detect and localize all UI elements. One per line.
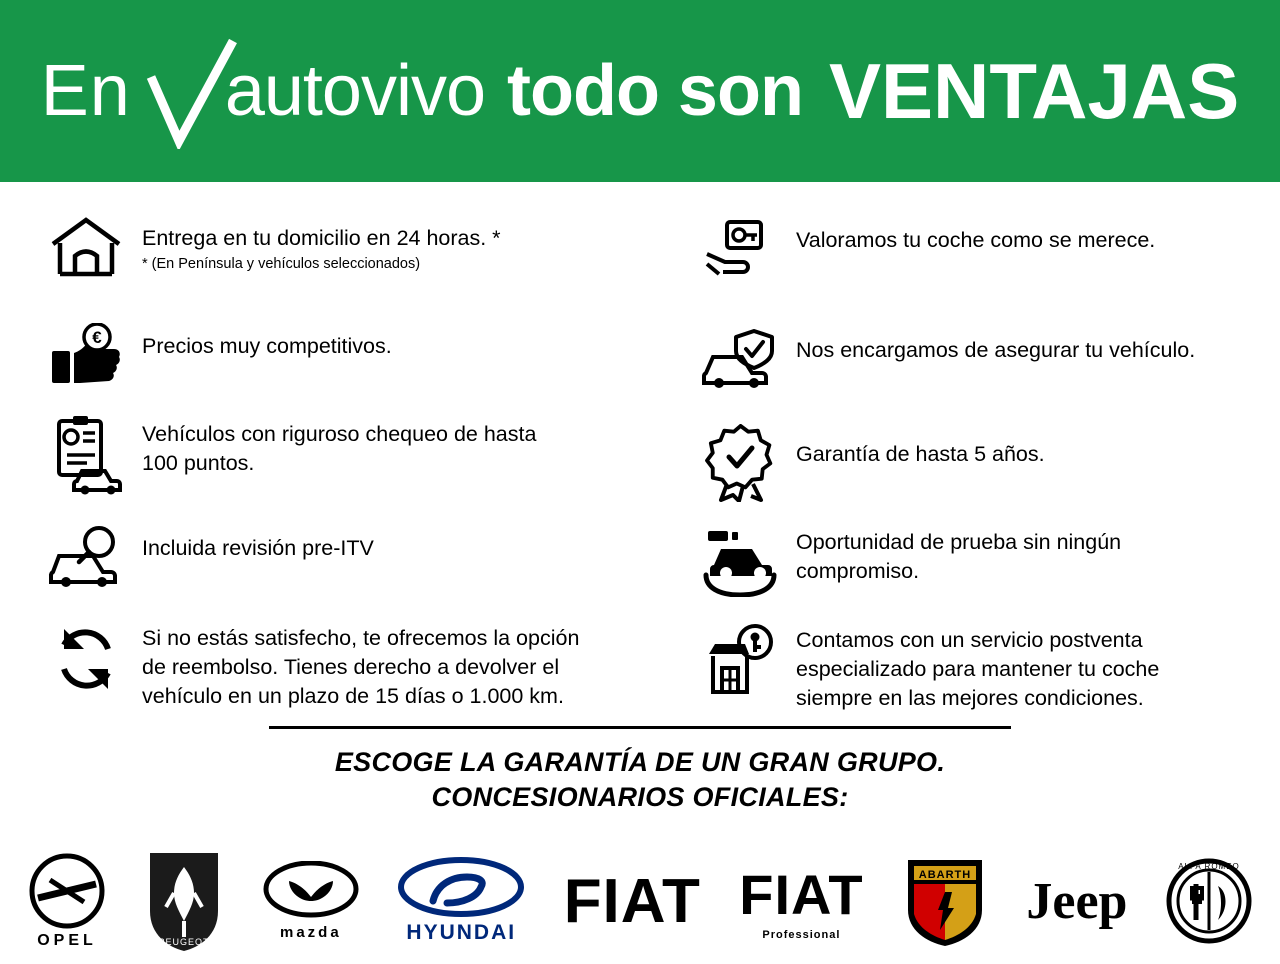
divider	[269, 726, 1011, 729]
benefit-line-1: Vehículos con riguroso chequeo de hasta	[142, 422, 537, 446]
fiat-logo	[564, 866, 701, 937]
workshop-store-icon	[698, 618, 782, 704]
fiat-professional-logo-label: FIAT	[739, 862, 864, 926]
award-badge-icon	[698, 420, 782, 506]
hand-car-key-icon	[698, 206, 782, 292]
benefit-item	[698, 520, 1262, 606]
header-banner	[0, 0, 1280, 182]
opel-logo-label: OPEL	[37, 932, 97, 949]
benefit-item	[44, 616, 622, 711]
mazda-logo-label: mazda	[280, 924, 342, 941]
benefit-line-1: Oportunidad de prueba sin ningún	[796, 530, 1122, 554]
benefit-text	[128, 616, 579, 711]
peugeot-logo	[144, 849, 224, 953]
benefit-line-3: vehículo en un plazo de 15 días o 1.000 km.	[142, 684, 564, 708]
fiat-professional-logo-sublabel: Professional	[762, 928, 841, 941]
jeep-logo-label: Jeep	[1026, 872, 1128, 930]
car-in-hands-icon	[698, 520, 782, 606]
benefit-line-3: siempre en las mejores condiciones.	[796, 686, 1144, 710]
benefit-item	[44, 412, 622, 498]
benefit-line-1: Entrega en tu domicilio en 24 horas. *	[142, 226, 501, 250]
benefit-line-2: especializado para mantener tu coche	[796, 657, 1160, 681]
benefit-text	[782, 420, 1045, 469]
group-section	[0, 726, 1280, 815]
mazda-logo	[263, 861, 359, 941]
benefit-text	[128, 204, 501, 274]
benefit-text	[128, 412, 536, 478]
benefit-item	[44, 312, 622, 398]
benefit-text	[782, 206, 1155, 255]
svg-text:€: €	[92, 328, 102, 347]
svg-text:ALFA ROMEO: ALFA ROMEO	[1178, 862, 1240, 871]
headline-en: En	[40, 51, 131, 131]
svg-text:ABARTH: ABARTH	[918, 869, 972, 881]
dealer-logos	[0, 838, 1280, 964]
car-magnifier-icon	[44, 514, 128, 600]
benefits-column-right	[640, 196, 1280, 716]
alfa-romeo-logo	[1166, 858, 1252, 944]
benefit-line-1: Si no estás satisfecho, te ofrecemos la opción	[142, 626, 580, 650]
checklist-car-icon	[44, 412, 128, 498]
group-line-1: ESCOGE LA GARANTÍA DE UN GRAN GRUPO.	[334, 747, 946, 777]
headline-brand: autovivo	[224, 51, 485, 131]
benefits-column-left	[0, 196, 640, 716]
benefit-item	[698, 316, 1262, 402]
benefits-section	[0, 196, 1280, 716]
headline	[41, 37, 1240, 145]
check-mark-icon	[145, 37, 237, 145]
hyundai-logo	[397, 857, 525, 945]
car-shield-icon	[698, 316, 782, 402]
thumbs-up-euro-icon	[44, 312, 128, 398]
benefit-line-1: Contamos con un servicio postventa	[796, 628, 1143, 652]
house-icon	[44, 204, 128, 290]
benefit-line-1: Garantía de hasta 5 años.	[796, 442, 1045, 466]
benefit-line-1: Precios muy competitivos.	[142, 334, 392, 358]
benefit-item	[44, 514, 622, 600]
abarth-logo	[902, 854, 988, 948]
benefit-line-2: de reembolso. Tienes derecho a devolver el	[142, 655, 560, 679]
opel-logo	[28, 852, 106, 950]
benefit-text	[782, 520, 1121, 586]
headline-middle: todo son	[507, 51, 803, 131]
benefit-line-2: compromiso.	[796, 559, 920, 583]
benefit-item	[44, 204, 622, 290]
benefit-line-1: Nos encargamos de asegurar tu vehículo.	[796, 338, 1196, 362]
refresh-arrows-icon	[44, 616, 128, 702]
headline-strong: VENTAJAS	[828, 46, 1240, 135]
jeep-logo	[1026, 872, 1127, 931]
svg-text:PEUGEOT: PEUGEOT	[158, 937, 210, 947]
group-line-2: CONCESIONARIOS OFICIALES:	[431, 782, 849, 812]
benefit-item	[698, 420, 1262, 506]
benefit-item	[698, 618, 1262, 713]
benefit-item	[698, 206, 1262, 292]
benefit-text	[782, 618, 1159, 713]
benefit-line-2: 100 puntos.	[142, 451, 255, 475]
benefit-note: * (En Península y vehículos seleccionados)	[142, 256, 421, 272]
fiat-logo-label: FIAT	[563, 866, 701, 936]
benefit-line-1: Valoramos tu coche como se merece.	[796, 228, 1156, 252]
fiat-professional-logo	[739, 862, 863, 941]
benefit-line-1: Incluida revisión pre-ITV	[142, 536, 374, 560]
benefit-text	[782, 316, 1195, 365]
benefit-text	[128, 514, 374, 563]
hyundai-logo-label: HYUNDAI	[406, 921, 517, 944]
benefit-text	[128, 312, 392, 361]
